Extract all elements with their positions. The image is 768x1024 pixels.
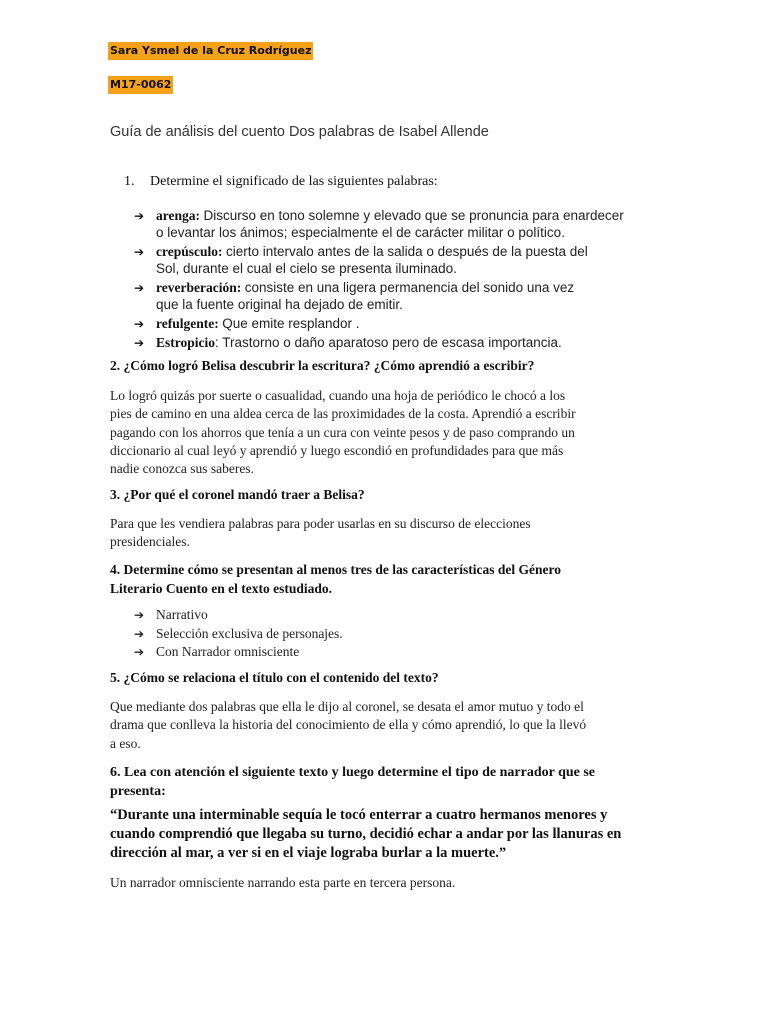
feature-text: Con Narrador omnisciente <box>156 644 300 659</box>
question-3-heading: 3. ¿Por qué el coronel mandó traer a Belisa? <box>110 487 365 502</box>
heading-line: presenta: <box>110 784 166 799</box>
vocab-definition: Sol, durante el cual el cielo se presenta iluminado. <box>156 261 457 276</box>
answer-line: Lo logró quizás por suerte o casualidad, cuando una hoja de periódico le chocó a los <box>110 388 566 403</box>
student-id: M17-0062 <box>108 76 173 94</box>
feature-item <box>134 606 343 625</box>
features-list <box>134 606 343 662</box>
question-4-heading <box>110 561 561 598</box>
heading-line: Literario Cuento en el texto estudiado. <box>110 580 332 596</box>
vocab-item <box>134 280 664 314</box>
answer-line: pies de camino en una aldea cerca de las proximidades de la costa. Aprendió a escribir <box>110 406 576 422</box>
heading-line: 4. Determine cómo se presentan al menos tres de las características del Género <box>110 562 562 577</box>
feature-text: Narrativo <box>156 607 208 622</box>
answer-line: pagando con los ahorros que tenía a un cura con veinte pesos y de paso comprando un <box>110 424 575 440</box>
answer-line: Que mediante dos palabras que ella le dijo al coronel, se desata el amor mutuo y todo el <box>110 699 584 714</box>
vocab-term: arenga: <box>156 208 200 223</box>
heading-line: 6. Lea con atención el siguiente texto y luego determine el tipo de narrador que se <box>110 765 596 780</box>
question-1 <box>124 174 438 190</box>
question-6-answer <box>110 874 660 892</box>
arrow-right-icon: ➔ <box>134 626 145 641</box>
question-6-heading <box>110 763 595 801</box>
vocab-definition: consiste en una ligera permanencia del sonido una vez <box>244 280 575 295</box>
vocab-item <box>134 316 664 333</box>
question-2-answer <box>110 387 660 478</box>
arrow-right-icon: ➔ <box>134 645 145 659</box>
vocabulary-list <box>134 208 664 354</box>
arrow-right-icon: ➔ <box>134 336 145 350</box>
answer-line: nadie conozca sus saberes. <box>110 461 254 477</box>
question-3-answer <box>110 515 660 552</box>
story-quote <box>110 806 621 863</box>
quote-line: dirección al mar, a ver si en el viaje lograba burlar a la muerte.” <box>110 845 507 861</box>
question-number: 1. <box>124 174 135 189</box>
arrow-right-icon: ➔ <box>134 245 145 259</box>
answer-line: drama que conlleva la historia del conocimiento de ella y cómo aprendió, lo que la llevó <box>110 717 587 733</box>
answer-line: Para que les vendiera palabras para poder usarlas en su discurso de elecciones <box>110 516 531 531</box>
vocab-term: Estropicio <box>156 335 216 350</box>
quote-line: “Durante una interminable sequía le tocó enterrar a cuatro hermanos menores y <box>110 807 608 823</box>
vocab-definition: cierto intervalo antes de la salida o después de la puesta del <box>226 244 588 259</box>
quote-line: cuando comprendió que llegaba su turno, decidió echar a andar por las llanuras en <box>110 826 622 842</box>
feature-item <box>134 643 343 662</box>
vocab-item <box>134 244 664 278</box>
question-2-heading: 2. ¿Cómo logró Belisa descubrir la escritura? ¿Cómo aprendió a escribir? <box>110 358 535 373</box>
vocab-definition: que la fuente original ha dejado de emitir. <box>156 297 403 312</box>
answer-line: diccionario al cual leyó y aprendió y luego escondió en profundidades para que más <box>110 442 564 458</box>
vocab-item <box>134 208 664 242</box>
vocab-definition: Discurso en tono solemne y elevado que se pronuncia para enardecer <box>203 208 624 223</box>
vocab-term: reverberación: <box>156 280 242 295</box>
feature-item <box>134 625 343 644</box>
answer-line: Un narrador omnisciente narrando esta parte en tercera persona. <box>110 875 456 890</box>
question-5-answer <box>110 698 660 753</box>
vocab-definition: : Trastorno o daño aparatoso pero de escasa importancia. <box>215 335 562 350</box>
arrow-right-icon: ➔ <box>134 209 145 223</box>
vocab-term: crepúsculo: <box>156 244 223 259</box>
student-name: Sara Ysmel de la Cruz Rodríguez <box>108 42 313 60</box>
vocab-definition: o levantar los ánimos; especialmente el de carácter militar o político. <box>156 225 565 240</box>
document-title: Guía de análisis del cuento Dos palabras de Isabel Allende <box>110 124 489 140</box>
answer-line: presidenciales. <box>110 534 190 550</box>
vocab-term: refulgente: <box>156 316 219 331</box>
answer-line: a eso. <box>110 735 141 751</box>
arrow-right-icon: ➔ <box>134 608 145 622</box>
arrow-right-icon: ➔ <box>134 317 145 331</box>
feature-text: Selección exclusiva de personajes. <box>156 625 343 641</box>
question-text: Determine el significado de las siguientes palabras: <box>150 174 438 189</box>
arrow-right-icon: ➔ <box>134 281 145 295</box>
vocab-item <box>134 335 664 352</box>
vocab-definition: Que emite resplandor . <box>222 316 360 331</box>
question-5-heading: 5. ¿Cómo se relaciona el título con el contenido del texto? <box>110 670 439 685</box>
